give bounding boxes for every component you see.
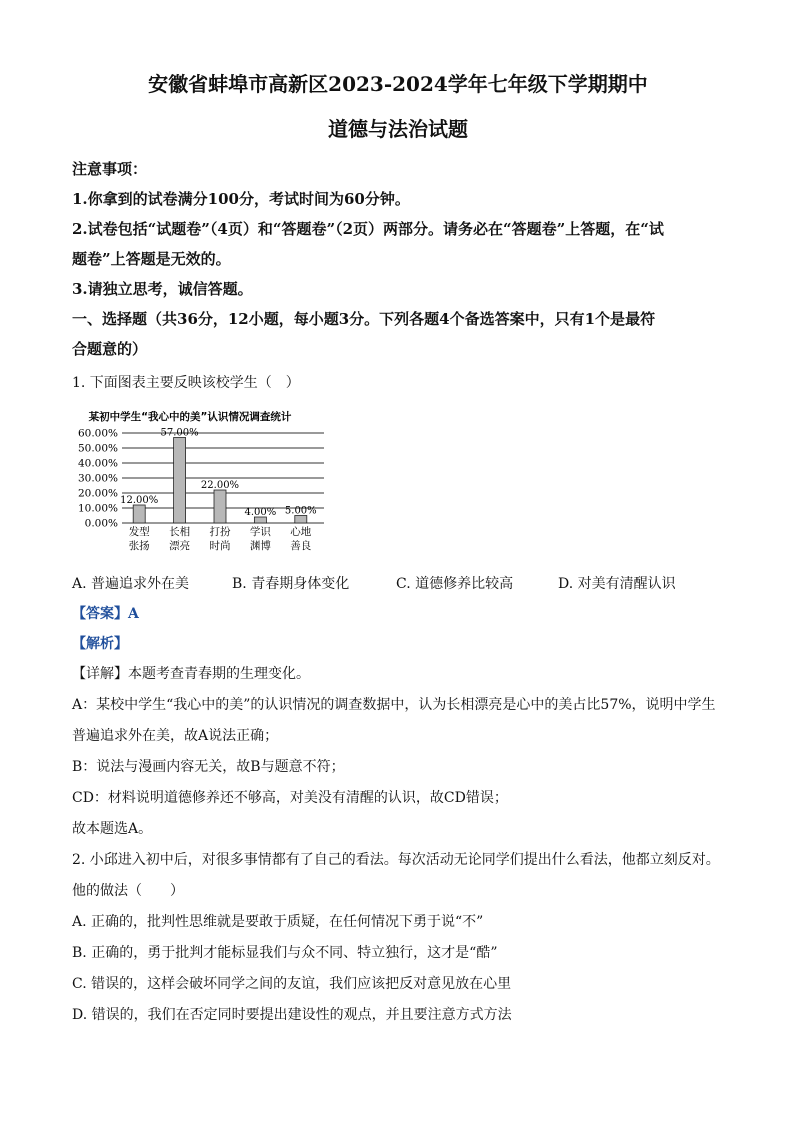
x-category-label: 心地 (290, 526, 312, 538)
question-1-stem: 1. 下面图表主要反映该校学生（ ） (72, 375, 300, 391)
y-tick-label: 50.00% (77, 442, 118, 455)
section-heading-line2: 合题意的） (72, 340, 148, 358)
note-item: 2.试卷包括“试题卷”（4页）和“答题卷”（2页）两部分。请务必在“答题卷”上答题，在“试 (72, 220, 664, 238)
note-item: 1.你拿到的试卷满分100分，考试时间为60分钟。 (72, 190, 410, 208)
x-category-label: 善良 (290, 540, 312, 552)
bar-value-label: 4.00% (244, 507, 277, 518)
x-category-label: 发型 (128, 526, 150, 538)
x-category-label: 时尚 (209, 540, 231, 552)
chart-title: 某初中学生“我心中的美”认识情况调查统计 (88, 411, 292, 423)
x-category-label: 长相 (169, 526, 191, 538)
survey-chart (72, 404, 724, 569)
survey-bar-chart (72, 404, 342, 569)
y-tick-label: 60.00% (77, 427, 118, 440)
exam-title-line1: 安徽省蚌埠市高新区2023-2024学年七年级下学期期中 (148, 72, 648, 96)
analysis-line: 普遍追求外在美，故A说法正确； (72, 728, 279, 744)
x-category-label: 渊博 (249, 540, 271, 552)
question-2-stem-line1: 2. 小邱进入初中后，对很多事情都有了自己的看法。每次活动无论同学们提出什么看法，他都立刻反对。 (72, 852, 720, 868)
x-category-label: 张扬 (128, 540, 150, 552)
analysis-line: CD：材料说明道德修养还不够高，对美没有清醒的认识，故CD错误； (72, 790, 508, 806)
section-heading-line1: 一、选择题（共36分，12小题，每小题3分。下列各题4个备选答案中，只有1个是最符 (72, 310, 656, 328)
notes-section (72, 154, 724, 304)
x-category-label: 学识 (249, 526, 271, 538)
option-a[interactable]: A. 普遍追求外在美 (72, 576, 190, 592)
x-category-label: 漂亮 (169, 540, 191, 552)
q2-option-d[interactable]: D. 错误的，我们在否定同时要提出建设性的观点，并且要注意方式方法 (72, 1007, 512, 1023)
y-tick-label: 30.00% (77, 472, 118, 485)
bar (295, 516, 307, 524)
analysis-label: 【解析】 (72, 636, 128, 652)
analysis-line: 故本题选A。 (72, 821, 153, 837)
q2-option-a[interactable]: A. 正确的，批判性思维就是要敢于质疑，在任何情况下勇于说“不” (72, 914, 484, 930)
note-item: 3.请独立思考，诚信答题。 (72, 280, 253, 298)
bar (214, 490, 226, 523)
exam-title-line2: 道德与法治试题 (328, 117, 468, 141)
option-d[interactable]: D. 对美有清醒认识 (558, 576, 676, 592)
bar (174, 438, 186, 524)
y-tick-label: 0.00% (84, 517, 118, 530)
answer-label: 【答案】A (72, 606, 139, 622)
note-item: 题卷”上答题是无效的。 (72, 250, 231, 268)
question-2-stem-line2: 他的做法（ ） (72, 883, 184, 899)
analysis-line: B：说法与漫画内容无关，故B与题意不符； (72, 759, 345, 775)
y-tick-label: 40.00% (77, 457, 118, 470)
question-1-options (72, 569, 724, 599)
notes-heading: 注意事项： (72, 160, 148, 178)
bar-value-label: 22.00% (200, 480, 240, 491)
analysis-line: 【详解】本题考查青春期的生理变化。 (72, 666, 310, 682)
q2-option-b[interactable]: B. 正确的，勇于批判才能标显我们与众不同、特立独行，这才是“酷” (72, 945, 498, 961)
bar (133, 505, 145, 523)
q2-option-c[interactable]: C. 错误的，这样会破坏同学之间的友谊，我们应该把反对意见放在心里 (72, 976, 512, 992)
x-category-label: 打扮 (209, 526, 231, 538)
y-tick-label: 20.00% (77, 487, 118, 500)
option-c[interactable]: C. 道德修养比较高 (396, 576, 514, 592)
y-tick-label: 10.00% (77, 502, 118, 515)
bar-value-label: 5.00% (284, 505, 317, 517)
bar-value-label: 12.00% (120, 495, 159, 506)
bar-value-label: 57.00% (160, 427, 199, 439)
analysis-line: A：某校中学生“我心中的美”的认识情况的调查数据中，认为长相漂亮是心中的美占比57%，说明中学生 (72, 697, 716, 713)
option-b[interactable]: B. 青春期身体变化 (232, 576, 350, 592)
